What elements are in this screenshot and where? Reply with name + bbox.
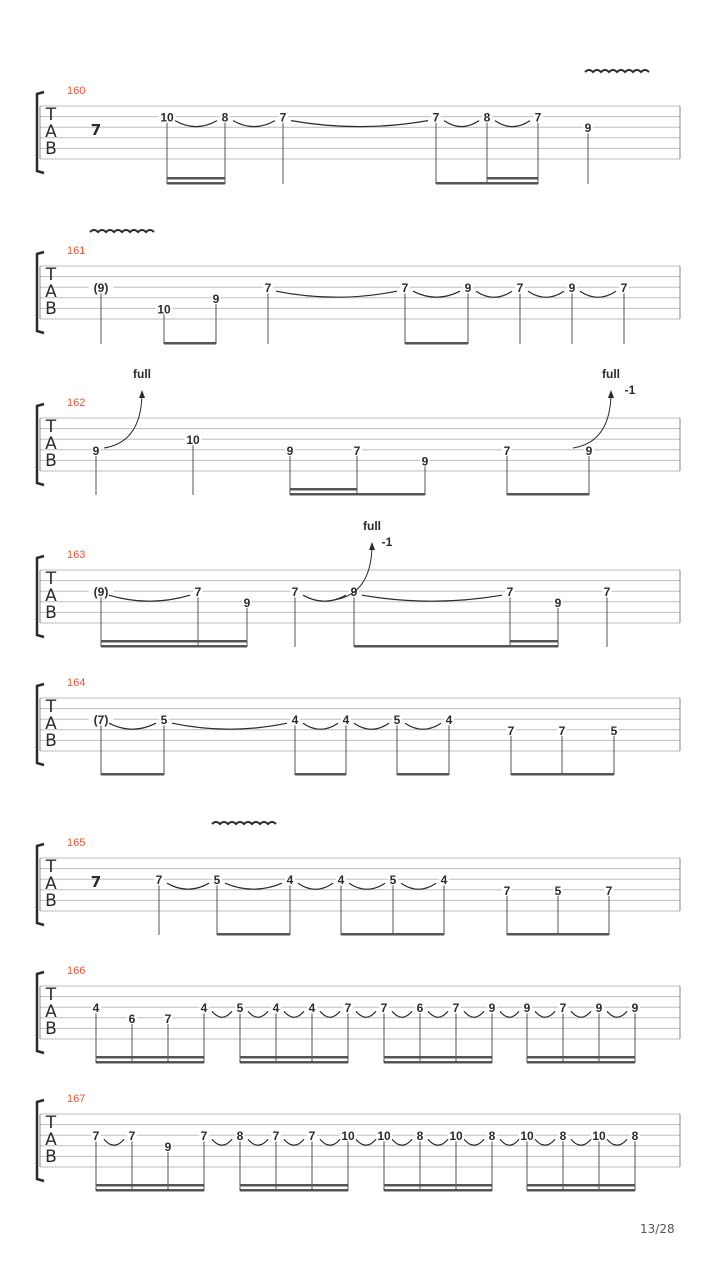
beam <box>96 1189 204 1192</box>
beam <box>510 645 558 648</box>
fret-number: 4 <box>308 1001 316 1016</box>
fret-number: 9 <box>554 595 562 610</box>
tab-clef-letter: T <box>45 417 57 437</box>
page-number: 13/28 <box>640 1222 675 1236</box>
fret-number: 8 <box>236 1129 244 1144</box>
fret-number: 7 <box>308 1129 316 1144</box>
fret-number: 10 <box>377 1129 391 1144</box>
fret-number: 9 <box>488 1001 496 1016</box>
measure-number: 167 <box>67 1093 86 1105</box>
tie-arc <box>528 291 564 297</box>
fret-number: 7 <box>264 281 272 296</box>
fret-number: 7 <box>353 443 361 458</box>
tie-arc <box>212 1139 232 1145</box>
fret-number: 9 <box>585 443 593 458</box>
fret-number: 7 <box>432 110 440 125</box>
measure-number: 164 <box>67 677 86 689</box>
measure-number: 166 <box>67 965 86 977</box>
tab-clef-letter: T <box>45 569 57 589</box>
bend-label: full <box>363 519 381 533</box>
tie-arc <box>500 1139 519 1145</box>
fret-number: 9 <box>286 443 294 458</box>
fret-number: 7 <box>605 883 613 898</box>
beam <box>510 640 558 643</box>
tie-arc <box>535 1139 555 1145</box>
fret-number: 9 <box>350 585 358 600</box>
fret-number: 10 <box>186 433 200 448</box>
beam <box>487 177 538 180</box>
fret-number: 5 <box>389 873 397 888</box>
tie-arc <box>172 723 287 729</box>
beam <box>240 1184 348 1187</box>
beam <box>96 1184 204 1187</box>
tab-clef-letter: A <box>45 122 57 142</box>
beam <box>341 933 444 936</box>
fret-number: 10 <box>449 1129 463 1144</box>
beam <box>240 1061 348 1064</box>
fret-number: 7 <box>503 883 511 898</box>
fret-number: 8 <box>221 110 229 125</box>
beam <box>101 640 247 643</box>
tie-arc <box>291 121 428 127</box>
fret-number: (7) <box>93 713 109 728</box>
fret-number: 9 <box>568 281 576 296</box>
fret-number: 9 <box>584 121 592 136</box>
release-label: -1 <box>381 535 393 549</box>
fret-number: 4 <box>272 1001 280 1016</box>
beam <box>217 933 290 936</box>
tab-clef-letter: T <box>45 985 57 1005</box>
fret-number: 5 <box>610 723 618 738</box>
fret-number: 8 <box>483 110 491 125</box>
beam <box>96 1061 204 1064</box>
tie-arc <box>607 1139 627 1145</box>
tie-arc <box>428 1011 448 1017</box>
tab-clef-letter: B <box>45 603 57 623</box>
arrowhead <box>608 390 614 398</box>
fret-number: 7 <box>620 281 628 296</box>
tab-clef-letter: B <box>45 1019 57 1039</box>
fret-number: 7 <box>128 1129 136 1144</box>
tie-arc <box>233 121 275 127</box>
fret-number: 7 <box>503 443 511 458</box>
tab-clef-letter: T <box>45 697 57 717</box>
tie-arc <box>464 1139 484 1145</box>
arrowhead <box>139 390 145 398</box>
fret-number: 5 <box>554 883 562 898</box>
beam <box>240 1056 348 1059</box>
tie-arc <box>298 883 333 889</box>
fret-number: 6 <box>128 1011 136 1026</box>
tie-arc <box>104 1139 124 1145</box>
tab-clef-letter: A <box>45 1130 57 1150</box>
tie-arc <box>392 1011 412 1017</box>
tie-arc <box>392 1139 412 1145</box>
tab-clef-letter: A <box>45 714 57 734</box>
fret-number: 7 <box>272 1129 280 1144</box>
tab-clef-letter: T <box>45 857 57 877</box>
tab-clef-letter: B <box>45 731 57 751</box>
tie-arc <box>284 1011 304 1017</box>
tab-system-163 <box>37 519 680 648</box>
tab-system-162 <box>37 367 680 496</box>
tie-arc <box>464 1011 484 1017</box>
fret-number: 9 <box>212 291 220 306</box>
fret-number: 5 <box>393 713 401 728</box>
fret-number: 7 <box>380 1001 388 1016</box>
measure-number: 161 <box>67 245 86 257</box>
tie-arc <box>276 291 397 297</box>
tie-arc <box>428 1139 448 1145</box>
beam <box>290 488 357 491</box>
tab-clef-letter: B <box>45 1147 57 1167</box>
tab-clef-letter: B <box>45 451 57 471</box>
tab-clef-letter: B <box>45 299 57 319</box>
fret-number: 8 <box>631 1129 639 1144</box>
beam <box>384 1056 492 1059</box>
tie-arc <box>212 1011 232 1017</box>
release-label: -1 <box>624 383 636 397</box>
rest-symbol: 7 <box>90 121 102 140</box>
tie-arc <box>225 883 282 889</box>
beam <box>167 182 225 185</box>
fret-number: 10 <box>592 1129 606 1144</box>
tie-arc <box>354 723 389 729</box>
beam <box>290 493 357 496</box>
fret-number: 4 <box>342 713 350 728</box>
fret-number: 7 <box>507 723 515 738</box>
fret-number: 5 <box>213 873 221 888</box>
tie-arc <box>356 1011 376 1017</box>
fret-number: 9 <box>243 595 251 610</box>
fret-number: 8 <box>416 1129 424 1144</box>
measure-number: 165 <box>67 837 86 849</box>
fret-number: 9 <box>464 281 472 296</box>
beam <box>511 773 614 776</box>
beam <box>101 645 247 648</box>
beam <box>96 1056 204 1059</box>
tie-arc <box>571 1011 591 1017</box>
tab-clef-letter: B <box>45 891 57 911</box>
tab-clef-letter: A <box>45 874 57 894</box>
tie-arc <box>175 121 217 127</box>
tie-arc <box>303 595 346 601</box>
measure-number: 163 <box>67 549 86 561</box>
fret-number: 7 <box>164 1011 172 1026</box>
tab-system-164 <box>37 677 680 776</box>
tie-arc <box>580 291 616 297</box>
tab-system-165 <box>37 822 680 936</box>
fret-number: 8 <box>559 1129 567 1144</box>
fret-number: 4 <box>291 713 299 728</box>
tab-clef-letter: A <box>45 434 57 454</box>
beam <box>487 182 538 185</box>
fret-number: 7 <box>155 873 163 888</box>
fret-number: 9 <box>523 1001 531 1016</box>
tab-system-166 <box>37 965 680 1064</box>
tie-arc <box>495 121 530 127</box>
tab-clef-letter: T <box>45 105 57 125</box>
fret-number: 7 <box>452 1001 460 1016</box>
bend-label: full <box>133 367 151 381</box>
measure-number: 162 <box>67 397 86 409</box>
beam <box>507 493 589 496</box>
beam <box>527 1184 635 1187</box>
fret-number: 9 <box>595 1001 603 1016</box>
tie-arc <box>109 723 156 729</box>
fret-number: (9) <box>93 585 109 600</box>
beam <box>527 1189 635 1192</box>
beam <box>397 773 449 776</box>
measure-number: 160 <box>67 85 86 97</box>
fret-number: 7 <box>194 585 202 600</box>
tie-arc <box>248 1011 268 1017</box>
fret-number: 7 <box>559 1001 567 1016</box>
beam <box>354 645 510 648</box>
tie-arc <box>607 1011 627 1017</box>
fret-number: 5 <box>160 713 168 728</box>
fret-number: 7 <box>603 585 611 600</box>
tab-clef-letter: B <box>45 139 57 159</box>
beam <box>164 342 216 345</box>
fret-number: 6 <box>416 1001 424 1016</box>
tab-clef-letter: A <box>45 586 57 606</box>
tie-arc <box>571 1139 591 1145</box>
beam <box>527 1061 635 1064</box>
tie-arc <box>356 1139 376 1145</box>
beam <box>240 1189 348 1192</box>
fret-number: 9 <box>164 1139 172 1154</box>
fret-number: 5 <box>236 1001 244 1016</box>
fret-number: 4 <box>92 1001 100 1016</box>
beam <box>527 1056 635 1059</box>
tie-arc <box>167 883 209 889</box>
beam <box>384 1184 492 1187</box>
fret-number: 4 <box>440 873 448 888</box>
tab-clef-letter: A <box>45 1002 57 1022</box>
fret-number: 4 <box>445 713 453 728</box>
fret-number: 7 <box>279 110 287 125</box>
fret-number: 7 <box>401 281 409 296</box>
fret-number: 10 <box>160 110 174 125</box>
tie-arc <box>284 1139 304 1145</box>
tie-arc <box>535 1011 555 1017</box>
fret-number: (9) <box>93 281 109 296</box>
fret-number: 7 <box>558 723 566 738</box>
tie-arc <box>476 291 512 297</box>
vibrato-icon <box>212 822 276 824</box>
fret-number: 7 <box>534 110 542 125</box>
tie-arc <box>248 1139 268 1145</box>
tie-arc <box>349 883 385 889</box>
arrowhead <box>369 542 375 550</box>
fret-number: 4 <box>200 1001 208 1016</box>
tie-arc <box>413 291 460 297</box>
tab-clef-letter: A <box>45 282 57 302</box>
tab-clef-letter: T <box>45 1113 57 1133</box>
tie-arc <box>109 595 190 601</box>
fret-number: 7 <box>92 1129 100 1144</box>
fret-number: 7 <box>516 281 524 296</box>
tie-arc <box>401 883 436 889</box>
fret-number: 9 <box>421 454 429 469</box>
tie-arc <box>362 595 502 601</box>
tab-system-167 <box>37 1093 680 1192</box>
fret-number: 10 <box>520 1129 534 1144</box>
fret-number: 7 <box>344 1001 352 1016</box>
vibrato-icon <box>90 230 154 232</box>
fret-number: 10 <box>341 1129 355 1144</box>
fret-number: 7 <box>506 585 514 600</box>
beam <box>384 1189 492 1192</box>
tie-arc <box>303 723 338 729</box>
fret-number: 9 <box>92 443 100 458</box>
tie-arc <box>500 1011 519 1017</box>
vibrato-icon <box>585 70 649 72</box>
tie-arc <box>444 121 479 127</box>
beam <box>405 342 468 345</box>
fret-number: 10 <box>157 302 171 317</box>
fret-number: 8 <box>488 1129 496 1144</box>
bend-label: full <box>602 367 620 381</box>
fret-number: 4 <box>286 873 294 888</box>
fret-number: 4 <box>337 873 345 888</box>
tab-system-161 <box>37 230 680 345</box>
beam <box>507 933 609 936</box>
tab-clef-letter: T <box>45 265 57 285</box>
fret-number: 7 <box>200 1129 208 1144</box>
beam <box>101 773 164 776</box>
beam <box>295 773 346 776</box>
tab-system-160 <box>37 70 680 185</box>
tie-arc <box>320 1139 340 1145</box>
beam <box>167 177 225 180</box>
beam <box>384 1061 492 1064</box>
tie-arc <box>320 1011 340 1017</box>
fret-number: 9 <box>631 1001 639 1016</box>
tie-arc <box>405 723 441 729</box>
rest-symbol: 7 <box>90 873 102 892</box>
fret-number: 7 <box>291 585 299 600</box>
